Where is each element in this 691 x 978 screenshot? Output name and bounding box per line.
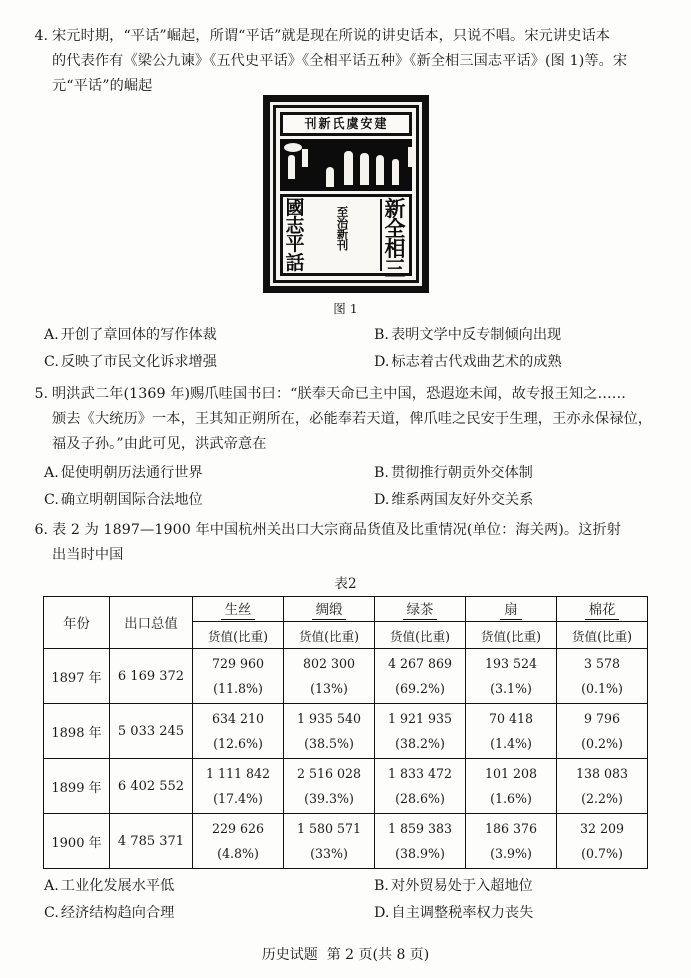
question-5-stem-line-3: 福及子孙。”由此可见，洪武帝意在 xyxy=(52,436,267,452)
cell-1900-satin-share: (33%) xyxy=(310,846,348,861)
cell-1897-satin-value: 802 300 xyxy=(302,656,356,671)
table-row xyxy=(44,649,648,704)
right-col-char-2: 全 xyxy=(384,216,406,242)
cell-1900-satin-value: 1 580 571 xyxy=(296,821,362,836)
cell-1897-greentea-share: (69.2%) xyxy=(395,681,445,696)
cell-1898-cotton-share: (0.2%) xyxy=(581,736,623,751)
cell-1900-greentea-share: (38.9%) xyxy=(395,846,445,861)
cell-1897-fan xyxy=(466,649,557,704)
right-col-char-4: 三 xyxy=(384,256,406,282)
question-4-option-row-1 xyxy=(44,322,671,349)
question-6-stem-line-1: 表 2 为 1897—1900 年中国杭州关出口大宗商品货值及比重情况(单位：海关两)。这折射 xyxy=(52,522,622,538)
cell-1900-cotton xyxy=(557,814,648,869)
cell-1900-silk-share: (4.8%) xyxy=(217,846,259,861)
question-4-option-c-key: C. xyxy=(44,354,59,370)
cell-1900-silk xyxy=(193,814,284,869)
question-4-options xyxy=(44,322,671,376)
question-6-option-b-key: B. xyxy=(374,878,389,894)
question-6-option-d[interactable] xyxy=(374,900,671,927)
table-header-group-silk xyxy=(193,597,284,622)
cell-1898-greentea xyxy=(375,704,466,759)
question-5 xyxy=(26,382,675,457)
table-header-group-satin-label: 绸缎 xyxy=(312,599,347,620)
illustration-shape-cloud xyxy=(284,143,302,152)
page-footer xyxy=(0,944,691,964)
question-4-option-d-key: D. xyxy=(374,354,390,370)
left-col-char-2: 志 xyxy=(285,215,305,238)
book-title-right-column xyxy=(380,196,406,282)
table-subheader-fan: 货值(比重) xyxy=(466,622,557,649)
cell-1898-cotton xyxy=(557,704,648,759)
table-head xyxy=(44,597,648,649)
cell-1900-fan xyxy=(466,814,557,869)
question-5-option-b-key: B. xyxy=(374,465,389,481)
table-body xyxy=(44,649,648,869)
question-6-option-a[interactable] xyxy=(44,873,374,900)
illustration-figure-1 xyxy=(288,155,295,179)
table-header-group-cotton-label: 棉花 xyxy=(585,599,620,620)
mid-col-char-3: 新 xyxy=(336,227,349,242)
cell-1897-greentea-value: 4 267 869 xyxy=(387,656,453,671)
cell-1899-cotton-value: 138 083 xyxy=(575,766,629,781)
cell-1900-fan-value: 186 376 xyxy=(484,821,538,836)
question-4-option-b-key: B. xyxy=(374,327,389,343)
question-5-option-c-key: C. xyxy=(44,492,59,508)
question-5-option-d-text: 维系两国友好外交关系 xyxy=(391,492,534,508)
question-5-option-row-1 xyxy=(44,460,671,487)
table-subheader-cotton: 货值(比重) xyxy=(557,622,648,649)
question-4-stem-line-1: 宋元时期，“平话”崛起，所谓“平话”就是现在所说的讲史话本，只说不唱。宋元讲史话本 xyxy=(52,28,611,44)
table-header-group-satin xyxy=(284,597,375,622)
question-5-stem xyxy=(52,382,675,457)
table-header-total: 出口总值 xyxy=(110,597,193,649)
question-5-stem-line-2: 颁去《大统历》一本，王其知正朔所在，必能奉若天道，俾爪哇之民安于生理，王亦永保禄位， xyxy=(52,411,653,427)
cell-1898-fan-value: 70 418 xyxy=(488,711,534,726)
illustration-figure-5 xyxy=(360,153,369,185)
right-col-char-1: 新 xyxy=(384,196,406,221)
question-5-option-c[interactable] xyxy=(44,487,374,514)
cell-1899-fan xyxy=(466,759,557,814)
table-header-year: 年份 xyxy=(44,597,110,649)
question-5-option-a[interactable] xyxy=(44,460,374,487)
illustration-figure-7 xyxy=(392,159,399,185)
cell-1898-satin-value: 1 935 540 xyxy=(296,711,362,726)
question-5-stem-line-1: 明洪武二年(1369 年)赐爪哇国书曰：“朕奉天命已主中国，恐遐迩未闻，故专报王知之…… xyxy=(52,386,627,402)
question-6-number: 6. xyxy=(34,522,48,538)
question-6-option-c-key: C. xyxy=(44,905,59,921)
question-4-option-c-text: 反映了市民文化诉求增强 xyxy=(60,354,217,370)
cell-1900-greentea xyxy=(375,814,466,869)
question-4-stem xyxy=(52,24,675,99)
question-6-options xyxy=(44,873,671,927)
question-4-stem-line-2: 的代表作有《梁公九谏》《五代史平话》《全相平话五种》《新全相三国志平话》(图 1)等。宋 xyxy=(52,53,628,69)
banner-char-4: 氏 xyxy=(332,116,345,132)
right-col-char-3: 相 xyxy=(384,236,406,262)
question-5-option-a-key: A. xyxy=(44,465,59,481)
table-subheader-silk: 货值(比重) xyxy=(193,622,284,649)
table-subheader-greentea: 货值(比重) xyxy=(375,622,466,649)
question-5-option-d[interactable] xyxy=(374,487,671,514)
question-4-stem-line-3: 元“平话”的崛起 xyxy=(52,78,153,94)
table-header-group-cotton xyxy=(557,597,648,622)
question-6-option-a-key: A. xyxy=(44,878,59,894)
question-4-number: 4. xyxy=(34,28,48,44)
export-commodities-table xyxy=(43,596,648,869)
cell-1897-silk xyxy=(193,649,284,704)
question-5-option-c-text: 确立明朝国际合法地位 xyxy=(60,492,203,508)
question-4 xyxy=(26,24,675,99)
cell-1897-satin-share: (13%) xyxy=(310,681,348,696)
footer-page-number: 第 2 页(共 8 页) xyxy=(326,947,430,963)
cell-1898-fan xyxy=(466,704,557,759)
figure-1-caption: 图 1 xyxy=(333,301,358,316)
question-4-option-a[interactable] xyxy=(44,322,374,349)
question-5-option-a-text: 促使明朝历法通行世界 xyxy=(60,465,203,481)
table-header-group-greentea-label: 绿茶 xyxy=(403,599,438,620)
question-6-option-d-key: D. xyxy=(374,905,390,921)
cell-1900-cotton-value: 32 209 xyxy=(579,821,625,836)
cell-1898-silk-value: 634 210 xyxy=(211,711,265,726)
cell-1899-silk xyxy=(193,759,284,814)
table-header-group-row xyxy=(44,597,648,622)
table-row xyxy=(44,759,648,814)
mid-col-char-4: 刊 xyxy=(336,238,349,253)
cell-1898-silk-share: (12.6%) xyxy=(213,736,263,751)
cell-1898-fan-share: (1.4%) xyxy=(490,736,532,751)
cell-1898-cotton-value: 9 796 xyxy=(583,711,621,726)
cell-1899-satin-share: (39.3%) xyxy=(304,791,354,806)
table-header-group-silk-label: 生丝 xyxy=(221,599,256,620)
book-cover-inner-frame xyxy=(273,105,419,283)
book-cover-image xyxy=(263,95,429,293)
question-5-option-d-key: D. xyxy=(374,492,390,508)
banner-char-2: 安 xyxy=(360,116,373,132)
cell-1900-cotton-share: (0.7%) xyxy=(581,846,623,861)
cell-1897-cotton-value: 3 578 xyxy=(583,656,621,671)
banner-char-3: 虞 xyxy=(346,116,359,132)
cell-1899-silk-value: 1 111 842 xyxy=(205,766,271,781)
banner-char-6: 刊 xyxy=(304,116,317,132)
question-6-option-c-text: 经济结构趋向合理 xyxy=(60,905,175,921)
cell-1899-cotton xyxy=(557,759,648,814)
cell-1899-greentea-value: 1 833 472 xyxy=(387,766,453,781)
cell-1897-fan-share: (3.1%) xyxy=(490,681,532,696)
cell-1899-greentea-share: (28.6%) xyxy=(395,791,445,806)
cell-1897-greentea xyxy=(375,649,466,704)
question-5-options xyxy=(44,460,671,514)
question-6-option-b[interactable] xyxy=(374,873,671,900)
question-6-option-c[interactable] xyxy=(44,900,374,927)
illustration-figure-8 xyxy=(408,147,412,167)
banner-char-1: 建 xyxy=(374,116,387,132)
question-6 xyxy=(26,518,675,568)
cell-year-1898: 1898 年 xyxy=(44,704,110,759)
cell-1899-fan-value: 101 208 xyxy=(484,766,538,781)
cell-total-1898: 5 033 245 xyxy=(110,704,193,759)
banner-char-5: 新 xyxy=(318,116,331,132)
illustration-figure-6 xyxy=(376,155,384,185)
cell-1897-satin xyxy=(284,649,375,704)
question-4-option-b[interactable] xyxy=(374,322,671,349)
question-4-option-a-key: A. xyxy=(44,327,59,343)
question-4-option-d-text: 标志着古代戏曲艺术的成熟 xyxy=(391,354,562,370)
question-6-option-row-1 xyxy=(44,873,671,900)
cell-year-1897: 1897 年 xyxy=(44,649,110,704)
question-6-option-a-text: 工业化发展水平低 xyxy=(60,878,175,894)
left-col-char-3: 平 xyxy=(285,233,305,256)
table-header-group-fan xyxy=(466,597,557,622)
cell-1898-greentea-value: 1 921 935 xyxy=(387,711,453,726)
book-cover-title-area xyxy=(280,194,412,282)
question-6-option-b-text: 对外贸易处于入超地位 xyxy=(390,878,533,894)
cell-1897-silk-share: (11.8%) xyxy=(213,681,263,696)
illustration-figure-4 xyxy=(344,151,353,185)
cell-1897-cotton-share: (0.1%) xyxy=(581,681,623,696)
question-5-option-row-2 xyxy=(44,487,671,514)
book-cover-banner xyxy=(280,112,412,136)
cell-1897-silk-value: 729 960 xyxy=(211,656,265,671)
cell-1897-cotton xyxy=(557,649,648,704)
question-4-option-b-text: 表明文学中反专制倾向出现 xyxy=(390,327,562,343)
cell-total-1899: 6 402 552 xyxy=(110,759,193,814)
cell-1897-fan-value: 193 524 xyxy=(484,656,538,671)
question-6-stem-line-2: 出当时中国 xyxy=(52,547,124,563)
book-title-left-column xyxy=(285,197,305,274)
cell-total-1897: 6 169 372 xyxy=(110,649,193,704)
question-6-option-d-text: 自主调整税率权力丧失 xyxy=(391,905,534,921)
cell-1900-greentea-value: 1 859 383 xyxy=(387,821,453,836)
illustration-figure-3 xyxy=(326,167,334,187)
table-header-group-greentea xyxy=(375,597,466,622)
question-4-option-c[interactable] xyxy=(44,349,374,376)
mid-col-char-2: 治 xyxy=(336,216,349,231)
cell-1899-satin xyxy=(284,759,375,814)
cell-year-1899: 1899 年 xyxy=(44,759,110,814)
book-cover-illustration xyxy=(280,139,412,191)
footer-subject: 历史试题 xyxy=(261,947,318,963)
cell-1899-greentea xyxy=(375,759,466,814)
cell-1899-fan-share: (1.6%) xyxy=(490,791,532,806)
question-6-stem xyxy=(52,518,675,568)
cell-1898-satin xyxy=(284,704,375,759)
question-4-option-d[interactable] xyxy=(374,349,671,376)
cell-total-1900: 4 785 371 xyxy=(110,814,193,869)
cell-1900-fan-share: (3.9%) xyxy=(490,846,532,861)
left-col-char-4: 話 xyxy=(285,251,305,274)
question-5-number: 5. xyxy=(34,386,48,402)
left-col-char-1: 國 xyxy=(285,197,305,219)
cell-1898-satin-share: (38.5%) xyxy=(304,736,354,751)
cell-1900-silk-value: 229 626 xyxy=(211,821,265,836)
question-5-option-b[interactable] xyxy=(374,460,671,487)
figure-1 xyxy=(0,95,691,297)
table-row xyxy=(44,814,648,869)
table-header-group-fan-label: 扇 xyxy=(500,599,521,620)
cell-1899-silk-share: (17.4%) xyxy=(213,791,263,806)
cell-year-1900: 1900 年 xyxy=(44,814,110,869)
table-subheader-satin: 货值(比重) xyxy=(284,622,375,649)
question-6-option-row-2 xyxy=(44,900,671,927)
cell-1899-satin-value: 2 516 028 xyxy=(296,766,362,781)
question-5-option-b-text: 贯彻推行朝贡外交体制 xyxy=(390,465,533,481)
cell-1900-satin xyxy=(284,814,375,869)
table-row xyxy=(44,704,648,759)
cell-1898-silk xyxy=(193,704,284,759)
question-4-option-row-2 xyxy=(44,349,671,376)
mid-col-char-1: 至 xyxy=(336,205,349,219)
book-title-middle-column xyxy=(337,199,349,271)
illustration-figure-2 xyxy=(302,149,308,167)
question-4-option-a-text: 开创了章回体的写作体裁 xyxy=(60,327,217,343)
cell-1899-cotton-share: (2.2%) xyxy=(581,791,623,806)
cell-1898-greentea-share: (38.2%) xyxy=(395,736,445,751)
table-2-title: 表2 xyxy=(334,576,357,592)
